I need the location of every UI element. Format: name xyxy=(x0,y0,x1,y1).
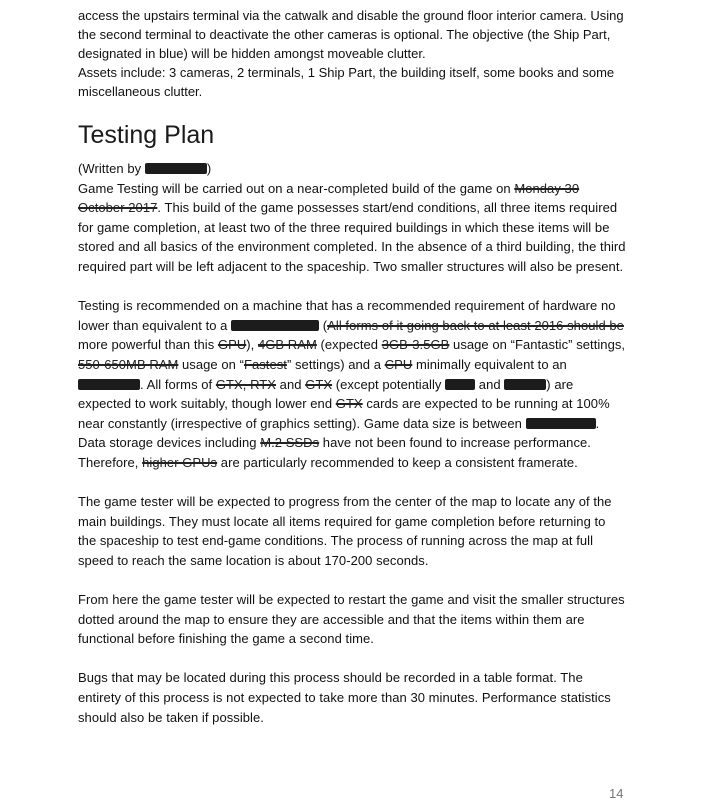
redacted-author xyxy=(145,163,207,174)
struck-text: GPU xyxy=(217,337,247,353)
struck-text: M.2 SSDs xyxy=(260,435,320,451)
paragraph-restart: From here the game tester will be expected to restart the game and visit the smaller structures dotted around the map to ensure they are accessible and that the items within them are functional before finishing the game a second time. xyxy=(78,592,625,647)
text-run: . This build of the game possesses start/end conditions, all three items required for game completion, at least two of the three required buildings in which these items will be stored and all basics of the environment completed. In the absence of a third building, the third required part will be left adjacent to the spaceship. Two smaller structures will also be present. xyxy=(78,200,626,274)
paragraph-progress: The game tester will be expected to progress from the center of the map to locate any of the main buildings. They must locate all items required for game completion before returning to the spaceship to test end-game conditions. The process of running across the map at full speed to reach the same location is about 170-200 seconds. xyxy=(78,494,612,568)
text-run: more powerful than this xyxy=(78,337,218,353)
struck-date: Monday 30 October 2017 xyxy=(78,180,580,216)
assets-line: miscellaneous clutter. xyxy=(78,84,203,99)
text-run: Testing is recommended on a machine that has a recommended requirement of hardware no lower than equivalent to a xyxy=(78,298,616,333)
text-run: ) are expected to work suitably, though lower end xyxy=(78,376,574,412)
written-by-line xyxy=(78,159,626,179)
intro-line: the second terminal to deactivate the other cameras is optional. The objective (the Ship Part, xyxy=(78,27,611,42)
written-by-suffix: ) xyxy=(206,161,212,176)
text-run: ( xyxy=(319,317,328,333)
text-run: and xyxy=(276,376,306,392)
struck-text: GTX xyxy=(305,376,333,392)
section-heading: Testing Plan xyxy=(78,121,215,149)
struck-text: GTX, RTX xyxy=(215,376,277,392)
struck-text: All forms of it going back to at least 2016 should be xyxy=(327,317,624,333)
paragraph-hardware xyxy=(78,296,626,472)
text-run: ” settings) and a xyxy=(286,356,385,372)
struck-text: Fastest xyxy=(243,356,287,372)
text-run: and xyxy=(475,376,505,392)
text-run: Game Testing will be carried out on a near-completed build of the game on xyxy=(78,180,515,196)
redacted-cpu xyxy=(78,379,140,390)
redacted-gpu xyxy=(231,320,319,331)
intro-line: designated in blue) will be hidden amongst moveable clutter. xyxy=(78,46,426,61)
text-run: (except potentially xyxy=(332,376,446,392)
text-run: (expected xyxy=(316,337,382,353)
struck-text: higher GPUs xyxy=(142,454,218,470)
written-by-prefix: (Written by xyxy=(78,161,145,176)
page-number: 14 xyxy=(609,786,624,801)
intro-line: access the upstairs terminal via the catwalk and disable the ground floor interior camera. Using xyxy=(78,8,624,23)
struck-text: GTX xyxy=(335,396,363,412)
text-run: minimally equivalent to an xyxy=(412,356,567,372)
paragraph-build xyxy=(78,179,626,277)
struck-text: CPU xyxy=(384,356,413,372)
text-run: usage on “ xyxy=(178,356,244,372)
struck-text: 550-650MB RAM xyxy=(78,356,179,372)
struck-text: 4GB RAM xyxy=(257,337,317,353)
text-run: have not been found to increase performance. Therefore, xyxy=(78,435,591,470)
text-run: usage on “Fantastic” settings, xyxy=(449,337,626,353)
text-run: ), xyxy=(246,337,258,353)
struck-text: 3GB-3.5GB xyxy=(381,337,450,353)
redacted-size xyxy=(526,418,596,429)
text-run: cards are expected to be running at 100% near constantly (irrespective of graphics setting). Game data size is between xyxy=(78,396,610,431)
intro-section xyxy=(78,6,626,101)
document-body xyxy=(78,159,626,747)
text-run: are particularly recommended to keep a consistent framerate. xyxy=(217,454,578,470)
redacted-model xyxy=(445,379,475,390)
assets-line: Assets include: 3 cameras, 2 terminals, 1 Ship Part, the building itself, some books and some xyxy=(78,65,615,80)
paragraph-bugs: Bugs that may be located during this process should be recorded in a table format. The entirety of this process is not expected to take more than 30 minutes. Performance statistics should also be taken if possible. xyxy=(78,670,611,725)
redacted-model xyxy=(504,379,546,390)
text-run: . All forms of xyxy=(140,376,216,392)
text-run: . Data storage devices including xyxy=(78,415,600,451)
